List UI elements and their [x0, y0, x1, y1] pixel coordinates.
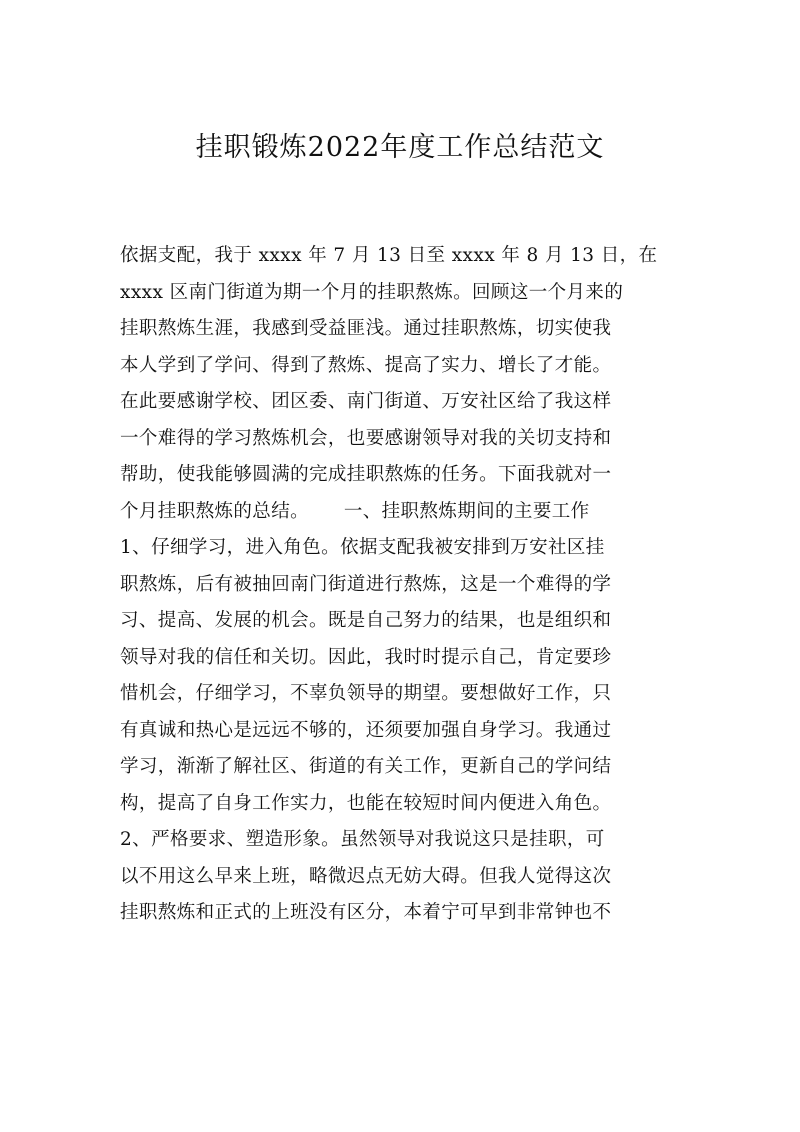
body-line: 习、提高、发展的机会。既是自己努力的结果，也是组织和 [120, 610, 612, 631]
body-line: 职熬炼，后有被抽回南门街道进行熬炼，这是一个难得的学 [120, 573, 612, 595]
body-line: 以不用这么早来上班，略微迟点无妨大碍。但我人觉得这次 [120, 865, 612, 887]
body-line: xxxx 区南门街道为期一个月的挂职熬炼。回顾这一个月来的 [120, 281, 624, 303]
body-line: 在此要感谢学校、团区委、南门街道、万安社区给了我这样 [120, 391, 612, 412]
document-title: 挂职锻炼2022年度工作总结范文 [195, 132, 605, 163]
body-line: 本人学到了学问、得到了熬炼、提高了实力、增长了才能。 [120, 354, 612, 376]
body-line: 领导对我的信任和关切。因此，我时时提示自己，肯定要珍 [120, 646, 612, 668]
body-line: 学习，渐渐了解社区、街道的有关工作，更新自己的学问结 [120, 756, 612, 777]
body-line: 有真诚和热心是远远不够的，还须要加强自身学习。我通过 [120, 719, 612, 741]
body-line: 挂职熬炼和正式的上班没有区分，本着宁可早到非常钟也不 [120, 902, 612, 923]
body-line: 个月挂职熬炼的总结。 一、挂职熬炼期间的主要工作 [120, 500, 590, 522]
body-line: 2、严格要求、塑造形象。虽然领导对我说这只是挂职，可 [120, 829, 605, 850]
body-line: 挂职熬炼生涯，我感到受益匪浅。通过挂职熬炼，切实使我 [120, 318, 612, 339]
body-line: 惜机会，仔细学习，不辜负领导的期望。要想做好工作，只 [120, 683, 612, 704]
document-body [120, 238, 690, 932]
body-line: 依据支配，我于 xxxx 年 7 月 13 日至 xxxx 年 8 月 13 日，在 [120, 245, 658, 266]
body-line: 1、仔细学习，进入角色。依据支配我被安排到万安社区挂 [120, 537, 605, 558]
body-line: 一个难得的学习熬炼机会，也要感谢领导对我的关切支持和 [120, 427, 612, 449]
body-line: 构，提高了自身工作实力，也能在较短时间内便进入角色。 [120, 792, 612, 814]
body-line: 帮助，使我能够圆满的完成挂职熬炼的任务。下面我就对一 [120, 464, 612, 485]
